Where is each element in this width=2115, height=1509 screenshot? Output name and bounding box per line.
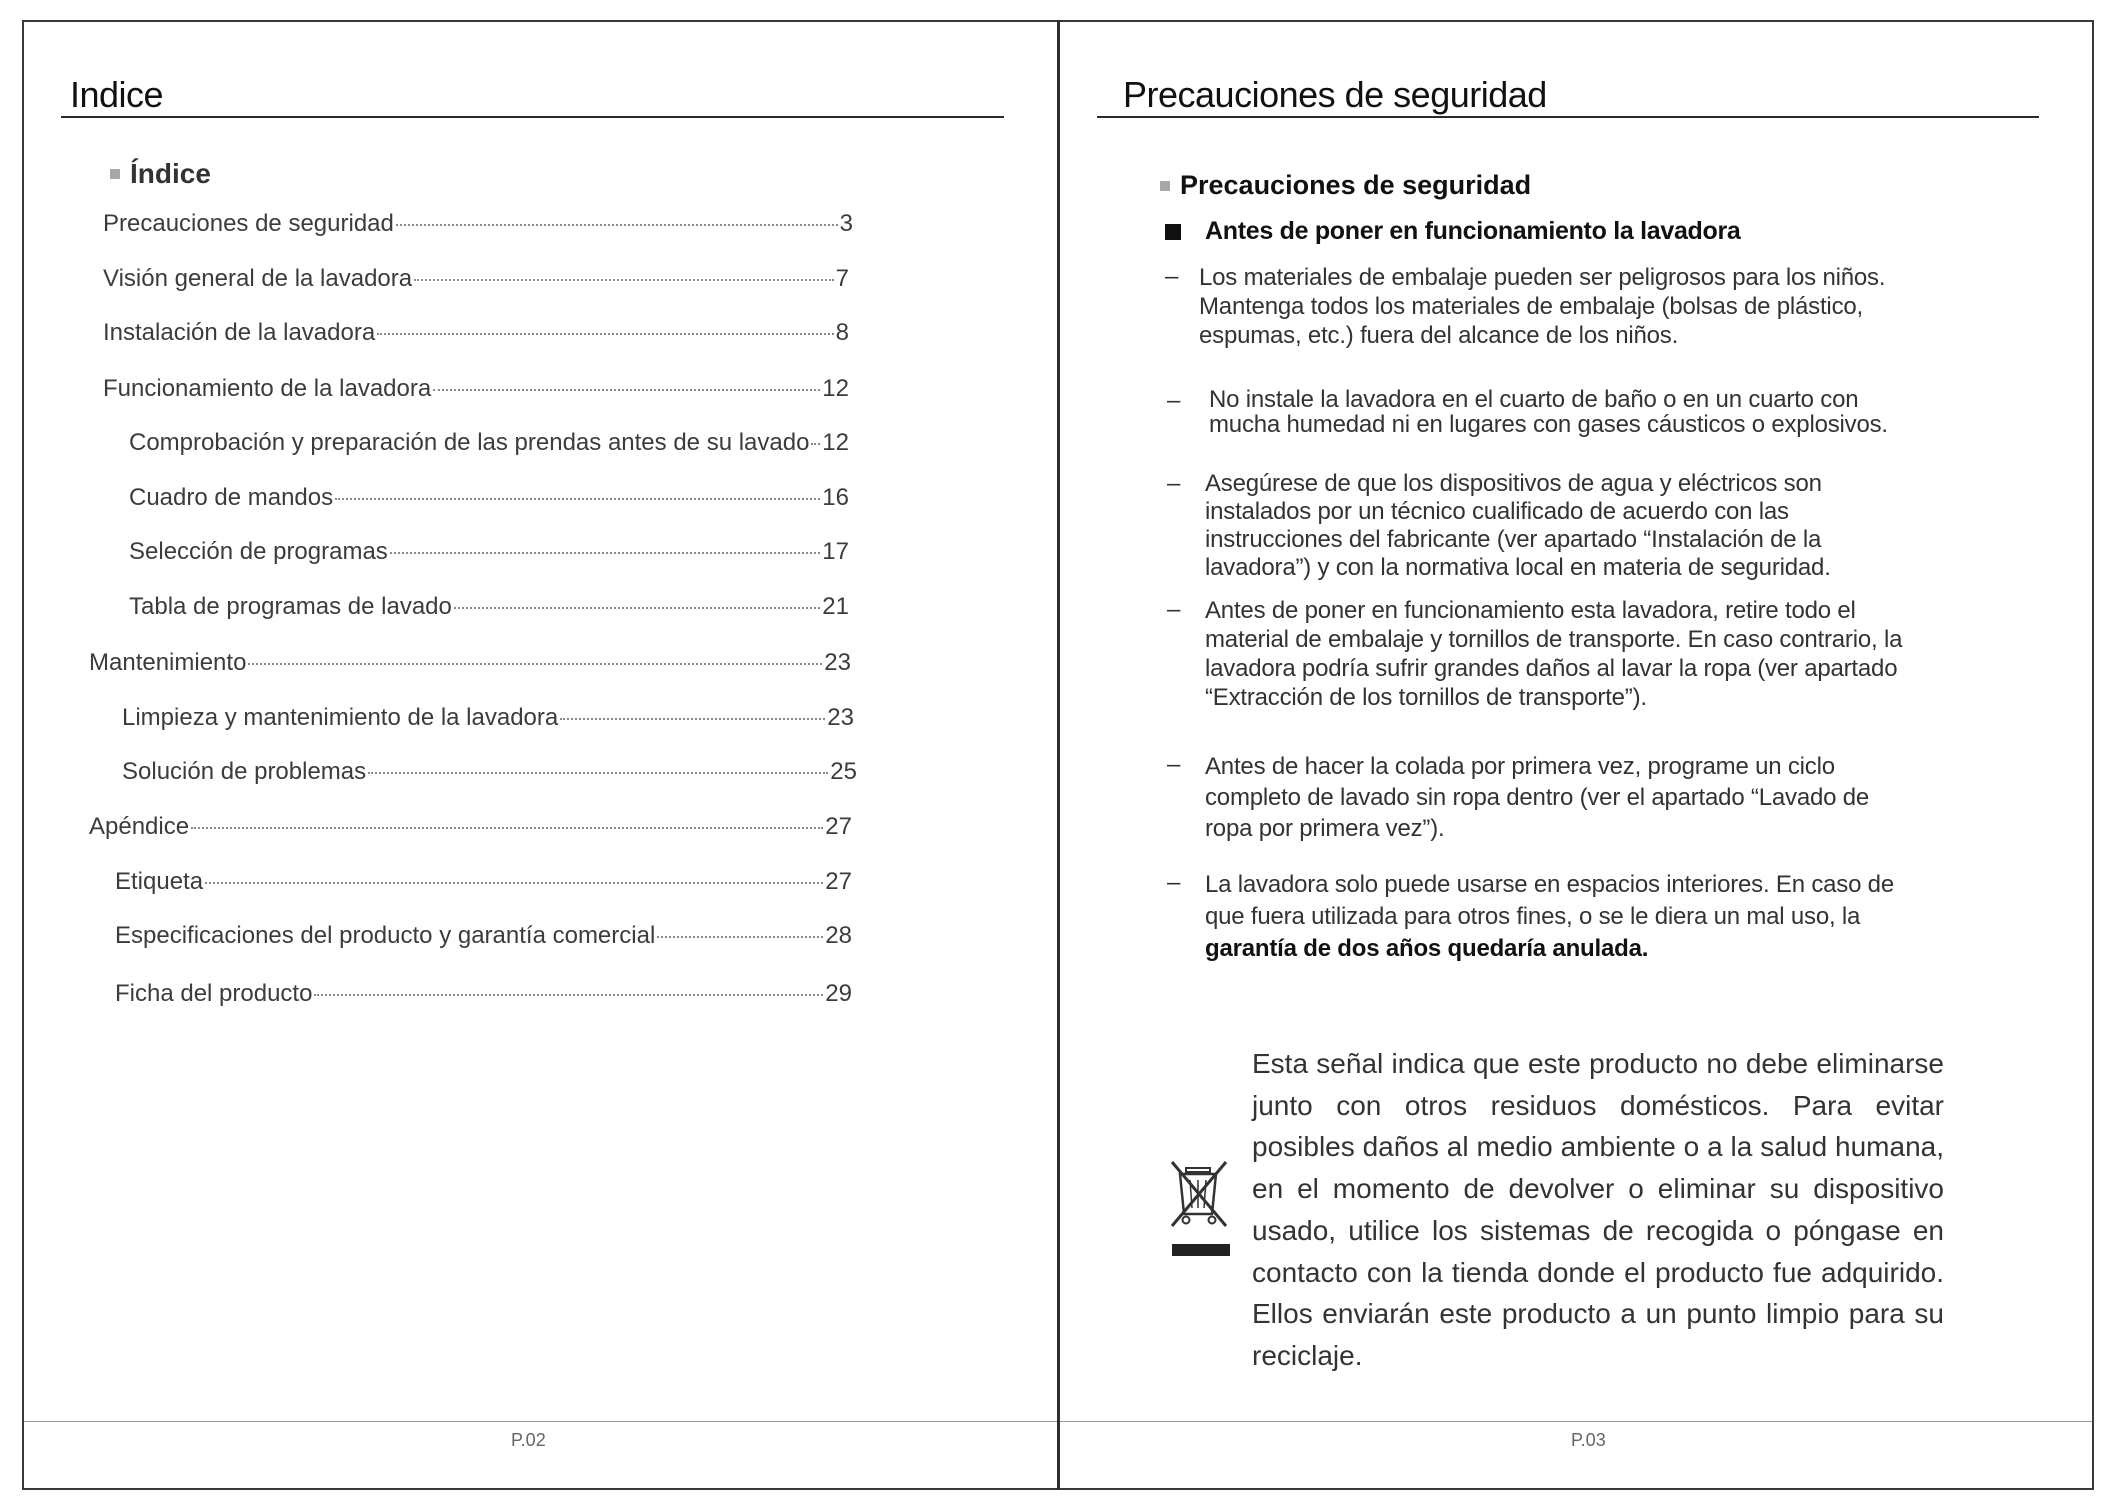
toc-entry[interactable] (122, 704, 854, 738)
toc-entry[interactable] (103, 210, 853, 244)
toc-entry-page: 3 (839, 210, 853, 237)
toc-entry[interactable] (103, 319, 849, 353)
toc-heading (110, 158, 211, 190)
safety-item-line: espumas, etc.) fuera del alcance de los niños. (1199, 322, 1679, 349)
toc-entry-page: 17 (822, 538, 849, 565)
dash-bullet: – (1165, 263, 1179, 290)
dash-bullet: – (1167, 470, 1181, 497)
toc-entry-title: Apéndice (89, 813, 190, 840)
toc-leader-dots (390, 552, 820, 554)
toc-entry[interactable] (115, 980, 852, 1014)
safety-item-line: “Extracción de los tornillos de transporte”). (1205, 684, 1647, 711)
toc-entry-title: Funcionamiento de la lavadora (103, 375, 432, 402)
toc-entry-page: 16 (822, 484, 849, 511)
toc-leader-dots (414, 279, 834, 281)
toc-entry[interactable] (103, 265, 849, 299)
toc-entry-title: Etiqueta (115, 868, 204, 895)
toc-entry-title: Limpieza y mantenimiento de la lavadora (122, 704, 559, 731)
toc-leader-dots (560, 718, 825, 720)
dash-bullet: – (1167, 387, 1181, 414)
safety-item-line: mucha humedad ni en lugares con gases cáusticos o explosivos. (1209, 411, 1888, 438)
toc-leader-dots (248, 663, 822, 665)
toc-entry-page: 27 (825, 813, 852, 840)
toc-leader-dots (191, 827, 823, 829)
safety-item-line: Antes de poner en funcionamiento esta lavadora, retire todo el (1205, 597, 1856, 624)
toc-entry-page: 29 (825, 980, 852, 1007)
toc-entry-page: 12 (822, 429, 849, 456)
safety-subheading-label: Antes de poner en funcionamiento la lavadora (1205, 217, 1741, 245)
toc-leader-dots (454, 607, 820, 609)
toc-entry-title: Solución de problemas (122, 758, 367, 785)
safety-item (1205, 596, 1902, 712)
safety-item (1199, 263, 1885, 350)
toc-entry[interactable] (89, 649, 851, 683)
toc-entry[interactable] (129, 429, 849, 463)
safety-item-line: No instale la lavadora en el cuarto de baño o en un cuarto con (1209, 386, 1859, 413)
safety-item-line: Asegúrese de que los dispositivos de agua y eléctricos son (1205, 470, 1822, 497)
toc-entry-title: Instalación de la lavadora (103, 319, 376, 346)
toc-entry-title: Selección de programas (129, 538, 388, 565)
toc-leader-dots (396, 224, 838, 226)
dash-bullet: – (1167, 751, 1181, 778)
toc-entry-title: Cuadro de mandos (129, 484, 334, 511)
safety-item (1205, 751, 1869, 844)
page-divider (1057, 20, 1060, 1490)
safety-item-line: lavadora”) y con la normativa local en materia de seguridad. (1205, 554, 1831, 581)
safety-item-line: lavadora podría sufrir grandes daños al lavar la ropa (ver apartado (1205, 655, 1898, 682)
safety-item-line: completo de lavado sin ropa dentro (ver el apartado “Lavado de (1205, 784, 1870, 811)
toc-entry-page: 23 (824, 649, 851, 676)
toc-entry[interactable] (129, 538, 849, 572)
toc-entry[interactable] (103, 375, 849, 409)
dash-bullet: – (1167, 869, 1181, 896)
safety-item-line: ropa por primera vez”). (1205, 815, 1445, 842)
weee-disposal-notice: Esta señal indica que este producto no debe eliminarse junto con otros residuos domésticos. Para evitar posibles daños al medio ambiente o a la salud humana, en el momento de devolver o eliminar su dispositivo usado, utilice los sistemas de recogida o póngase en contacto con la tienda donde el producto fue adquirido. Ellos enviarán este producto a un punto limpio para su reciclaje. (1252, 1048, 1944, 1371)
toc-entry[interactable] (129, 593, 849, 627)
black-square-bullet-icon (1165, 224, 1181, 240)
toc-entry-page: 28 (825, 922, 852, 949)
right-page-number: P.03 (1571, 1430, 1606, 1450)
toc-leader-dots (314, 994, 823, 996)
safety-item-line: instrucciones del fabricante (ver apartado “Instalación de la (1205, 526, 1822, 553)
toc-entry-page: 23 (827, 704, 854, 731)
right-title-rule (1097, 116, 2039, 118)
safety-item (1209, 387, 1888, 437)
right-footer-rule (1060, 1421, 2092, 1422)
safety-item-line: Los materiales de embalaje pueden ser peligrosos para los niños. (1199, 264, 1886, 291)
toc-entry[interactable] (115, 922, 852, 956)
toc-leader-dots (433, 389, 820, 391)
toc-entry[interactable] (89, 813, 852, 847)
toc-entry-page: 25 (830, 758, 857, 785)
toc-entry-title: Ficha del producto (115, 980, 313, 1007)
toc-leader-dots (205, 882, 823, 884)
toc-leader-dots (368, 772, 828, 774)
toc-entry[interactable] (129, 484, 849, 518)
toc-entry[interactable] (115, 868, 852, 902)
left-footer-rule (24, 1421, 1057, 1422)
safety-heading-label: Precauciones de seguridad (1180, 170, 1532, 200)
safety-item-line: material de embalaje y tornillos de transporte. En caso contrario, la (1205, 626, 1903, 653)
safety-heading (1160, 170, 1531, 201)
warranty-void-notice: garantía de dos años quedaría anulada. (1205, 935, 1649, 962)
left-page-title: Indice (70, 74, 164, 116)
toc-entry-title: Precauciones de seguridad (103, 210, 394, 237)
safety-item-line: La lavadora solo puede usarse en espacios interiores. En caso de (1205, 871, 1894, 898)
toc-entry-page: 7 (835, 265, 849, 292)
square-bullet-icon (1160, 181, 1170, 191)
right-page-title: Precauciones de seguridad (1123, 74, 1547, 116)
toc-heading-label: Índice (130, 158, 211, 189)
left-title-rule (61, 116, 1004, 118)
left-page-number: P.02 (511, 1430, 546, 1450)
safety-item-line: Mantenga todos los materiales de embalaje (bolsas de plástico, (1199, 293, 1863, 320)
toc-entry-title: Tabla de programas de lavado (129, 593, 452, 620)
toc-entry-page: 8 (835, 319, 849, 346)
safety-item-line: instalados por un técnico cualificado de acuerdo con las (1205, 498, 1789, 525)
toc-leader-dots (377, 333, 833, 335)
toc-entry-page: 12 (822, 375, 849, 402)
toc-entry[interactable] (122, 758, 857, 792)
toc-entry-title: Comprobación y preparación de las prendas antes de su lavado (129, 429, 810, 456)
dash-bullet: – (1167, 596, 1181, 623)
crossed-out-wheeled-bin-icon (1168, 1160, 1234, 1260)
safety-item-line: que fuera utilizada para otros fines, o se le diera un mal uso, la (1205, 903, 1861, 930)
toc-leader-dots (657, 936, 823, 938)
safety-item-line: Antes de hacer la colada por primera vez, programe un ciclo (1205, 753, 1835, 780)
toc-leader-dots (811, 443, 820, 445)
square-bullet-icon (110, 169, 120, 179)
toc-entry-title: Visión general de la lavadora (103, 265, 413, 292)
toc-entry-page: 27 (825, 868, 852, 895)
toc-entry-page: 21 (822, 593, 849, 620)
safety-item (1205, 470, 1831, 582)
safety-subheading (1165, 217, 1741, 246)
toc-leader-dots (335, 498, 820, 500)
safety-item (1205, 869, 1894, 965)
toc-entry-title: Mantenimiento (89, 649, 247, 676)
toc-entry-title: Especificaciones del producto y garantía comercial (115, 922, 656, 949)
